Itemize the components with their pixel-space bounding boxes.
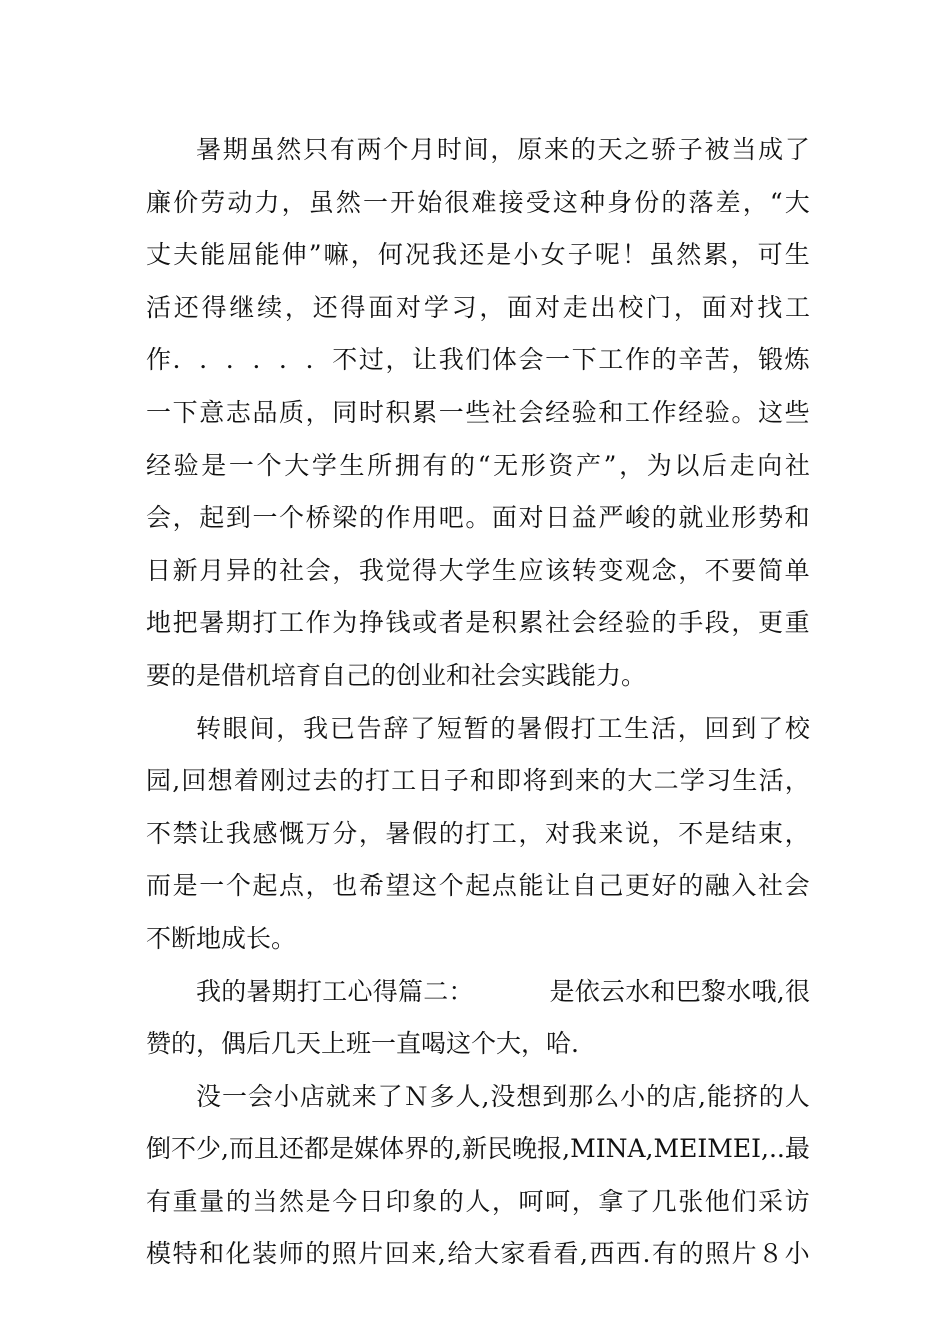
text-line: 倒 不 少 , 而 且 还 都 是 媒 体 界 的 , 新 民 晚 报 , M I N A , M E I M E I , . . 最: [146, 1134, 810, 1164]
text-line: 有 重 量 的 当 然 是 今 日 印 象 的 人 ， 呵 呵 ， 拿 了 几 张 他 们 采 访: [146, 1186, 810, 1216]
text-line: 不断地成长。: [146, 923, 297, 953]
text-line: 不 禁 让 我 感 慨 万 分 ， 暑 假 的 打 工 ， 对 我 来 说 ， 不 是 结 束 ，: [146, 818, 810, 848]
text-line: 我 的 暑 期 打 工 心 得 篇 二 ： 是 依 云 水 和 巴 黎 水 哦 , 很: [196, 976, 810, 1006]
text-line: 丈 夫 能 屈 能 伸 ” 嘛 ， 何 况 我 还 是 小 女 子 呢 ！ 虽 然 累 ， 可 生: [146, 240, 810, 270]
text-line: 会 ， 起 到 一 个 桥 梁 的 作 用 吧 。 面 对 日 益 严 峻 的 就 业 形 势 和: [146, 503, 810, 533]
text-line: 没 一 会 小 店 就 来 了 Ｎ 多 人 , 没 想 到 那 么 小 的 店 , 能 挤 的 人: [196, 1081, 810, 1111]
text-line: 模 特 和 化 装 师 的 照 片 回 来 , 给 大 家 看 看 , 西 西 . 有 的 照 片 ８ 小: [146, 1239, 810, 1269]
text-line: 作 ． ． ． ． ． ． 不 过 ， 让 我 们 体 会 一 下 工 作 的 辛 苦 ， 锻 炼: [146, 345, 810, 375]
text-line: 廉 价 劳 动 力 ， 虽 然 一 开 始 很 难 接 受 这 种 身 份 的 落 差 ， “ 大: [146, 187, 810, 217]
text-line: 而 是 一 个 起 点 ， 也 希 望 这 个 起 点 能 让 自 己 更 好 的 融 入 社 会: [146, 871, 810, 901]
text-line: 一 下 意 志 品 质 ， 同 时 积 累 一 些 社 会 经 验 和 工 作 经 验 。 这 些: [146, 397, 810, 427]
text-line: 活 还 得 继 续 ， 还 得 面 对 学 习 ， 面 对 走 出 校 门 ， 面 对 找 工: [146, 292, 810, 322]
text-line: 地 把 暑 期 打 工 作 为 挣 钱 或 者 是 积 累 社 会 经 验 的 手 段 ， 更 重: [146, 608, 810, 638]
body-text: [146, 124, 810, 1281]
text-line: 经 验 是 一 个 大 学 生 所 拥 有 的 “ 无 形 资 产 ” ， 为 以 后 走 向 社: [146, 450, 810, 480]
text-line: 日 新 月 异 的 社 会 ， 我 觉 得 大 学 生 应 该 转 变 观 念 ， 不 要 简 单: [146, 555, 810, 585]
text-line: 暑 期 虽 然 只 有 两 个 月 时 间 ， 原 来 的 天 之 骄 子 被 当 成 了: [196, 135, 810, 164]
text-line: 转 眼 间 ， 我 已 告 辞 了 短 暂 的 暑 假 打 工 生 活 ， 回 到 了 校: [196, 713, 810, 743]
text-line: 赞的，偶后几天上班一直喝这个大，哈.: [146, 1029, 579, 1059]
text-line: 园 , 回 想 着 刚 过 去 的 打 工 日 子 和 即 将 到 来 的 大 二 学 习 生 活 ，: [146, 766, 810, 796]
text-line: 要的是借机培育自己的创业和社会实践能力。: [146, 660, 647, 690]
